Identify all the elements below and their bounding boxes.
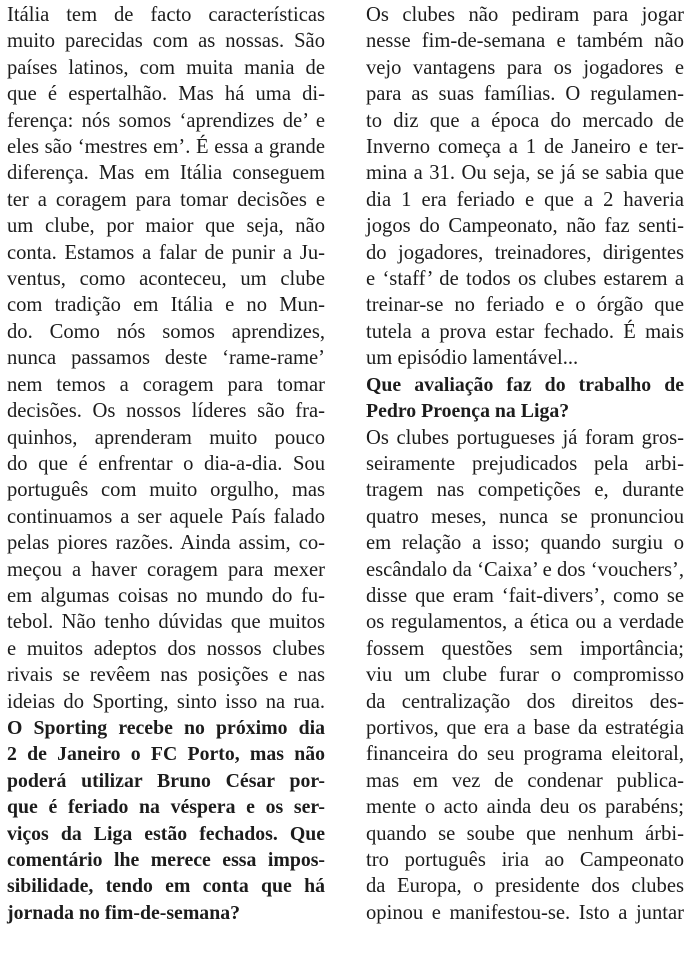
text-line: Inverno começa a 1 de Janeiro e ter-: [366, 136, 684, 159]
text-line: jornada no fim-de-semana?: [7, 901, 240, 924]
text-line: que é espertalhão. Mas há uma di-: [7, 83, 325, 106]
text-line: que é feriado na véspera e os ser-: [7, 796, 325, 819]
text-line: um clube, por maior que seja, não: [7, 215, 325, 238]
text-line: eles são ‘mestres em’. É essa a grande: [7, 136, 325, 159]
text-line: comentário lhe merece essa impos-: [7, 849, 325, 871]
right-column: [366, 2, 684, 926]
text-line: vejo vantagens para os jogadores e: [366, 56, 684, 79]
text-line: ter a coragem para tomar decisões e: [7, 188, 325, 211]
text-line: seiramente prejudicados pela arbi-: [366, 452, 684, 475]
text-line: para as suas famílias. O regulamen-: [366, 83, 684, 106]
text-line: 2 de Janeiro o FC Porto, mas não: [7, 743, 325, 766]
text-line: com tradição em Itália e no Mun-: [7, 294, 325, 317]
text-line: pelas piores razões. Ainda assim, co-: [7, 532, 325, 555]
answer-paragraph: [366, 425, 684, 927]
interview-question: [7, 715, 325, 926]
text-line: ventus, como aconteceu, um clube: [7, 268, 325, 291]
text-line: nunca passamos deste ‘rame-rame’: [7, 347, 325, 370]
text-line: mente o acto ainda deu os parabéns;: [366, 796, 684, 819]
text-line: Que avaliação faz do trabalho de: [366, 373, 684, 396]
text-line: quatro meses, nunca se pronunciou: [366, 505, 684, 528]
text-line: treinar-se no feriado e o órgão que: [366, 294, 684, 317]
text-line: tutela a prova estar fechado. É mais: [366, 320, 684, 343]
text-line: países latinos, com muita mania de: [7, 56, 325, 79]
interview-question: [366, 372, 684, 425]
text-line: do jogadores, treinadores, dirigentes: [366, 241, 684, 264]
text-line: mas em vez de condenar publica-: [366, 769, 684, 792]
answer-paragraph: [366, 2, 684, 372]
text-line: sibilidade, tendo em conta que há: [7, 875, 325, 898]
text-line: viços da Liga estão fechados. Que: [7, 822, 325, 845]
text-line: da Europa, o presidente dos clubes: [366, 875, 684, 898]
text-line: muito parecidas com as nossas. São: [7, 30, 325, 53]
text-line: e muitos adeptos dos nossos clubes: [7, 637, 325, 660]
text-line: ferença: nós somos ‘aprendizes de’ e: [7, 109, 325, 132]
text-line: português com muito orgulho, mas: [7, 479, 325, 502]
text-line: to diz que a época do mercado de: [366, 109, 684, 132]
text-line: em relação a isso; quando surgiu o: [366, 532, 684, 555]
text-line: financeira do seu programa eleitoral,: [366, 743, 684, 766]
text-line: e ‘staff’ de todos os clubes estarem a: [366, 268, 684, 291]
text-line: decisões. Os nossos líderes são fra-: [7, 400, 325, 423]
text-line: tro português iria ao Campeonato: [366, 849, 684, 871]
text-line: continuamos a ser aquele País falado: [7, 505, 325, 528]
text-line: escândalo da ‘Caixa’ e dos ‘vouchers’,: [366, 558, 684, 581]
text-line: do. Como nós somos aprendizes,: [7, 320, 325, 343]
text-line: em algumas coisas no mundo do fu-: [7, 584, 325, 607]
text-line: do que é enfrentar o dia-a-dia. Sou: [7, 452, 325, 475]
text-line: quinhos, aprenderam muito pouco: [7, 426, 325, 449]
text-line: poderá utilizar Bruno César por-: [7, 769, 325, 792]
text-line: diferença. Mas em Itália conseguem: [7, 162, 325, 185]
text-line: Os clubes portugueses já foram gros-: [366, 426, 684, 449]
text-line: dia 1 era feriado e que a 2 haveria: [366, 188, 684, 211]
text-line: nem temos a coragem para tomar: [7, 373, 325, 396]
text-line: disse que eram ‘fait-divers’, como se: [366, 584, 684, 607]
text-line: O Sporting recebe no próximo dia: [7, 716, 325, 739]
text-line: viu um clube furar o compromisso: [366, 664, 684, 687]
left-column: [7, 2, 325, 926]
text-line: meçou a haver coragem para mexer: [7, 558, 325, 581]
text-line: tragem nas competições e, durante: [366, 479, 684, 502]
text-line: da centralização dos direitos des-: [366, 690, 684, 713]
text-line: fossem questões sem importância;: [366, 637, 684, 660]
text-line: portivos, que era a base da estratégia: [366, 716, 684, 739]
text-line: tebol. Não tenho dúvidas que muitos: [7, 611, 325, 634]
text-line: quando se soube que nenhum árbi-: [366, 822, 684, 845]
text-line: os regulamentos, a ética ou a verdade: [366, 611, 684, 634]
text-line: um episódio lamentável...: [366, 347, 579, 370]
text-line: Pedro Proença na Liga?: [366, 400, 570, 423]
text-line: nesse fim-de-semana e também não: [366, 30, 684, 53]
text-line: Itália tem de facto características: [7, 4, 325, 26]
answer-paragraph: [7, 2, 325, 715]
text-line: opinou e manifestou-se. Isto a juntar: [366, 901, 684, 924]
text-line: ideias do Sporting, sinto isso na rua.: [7, 690, 325, 713]
text-line: Os clubes não pediram para jogar: [366, 4, 684, 26]
text-line: mina a 31. Ou seja, se já se sabia que: [366, 162, 684, 185]
text-line: conta. Estamos a falar de punir a Ju-: [7, 241, 325, 264]
text-line: jogos do Campeonato, não faz senti-: [366, 215, 684, 238]
text-line: rivais se revêem nas posições e nas: [7, 664, 325, 687]
